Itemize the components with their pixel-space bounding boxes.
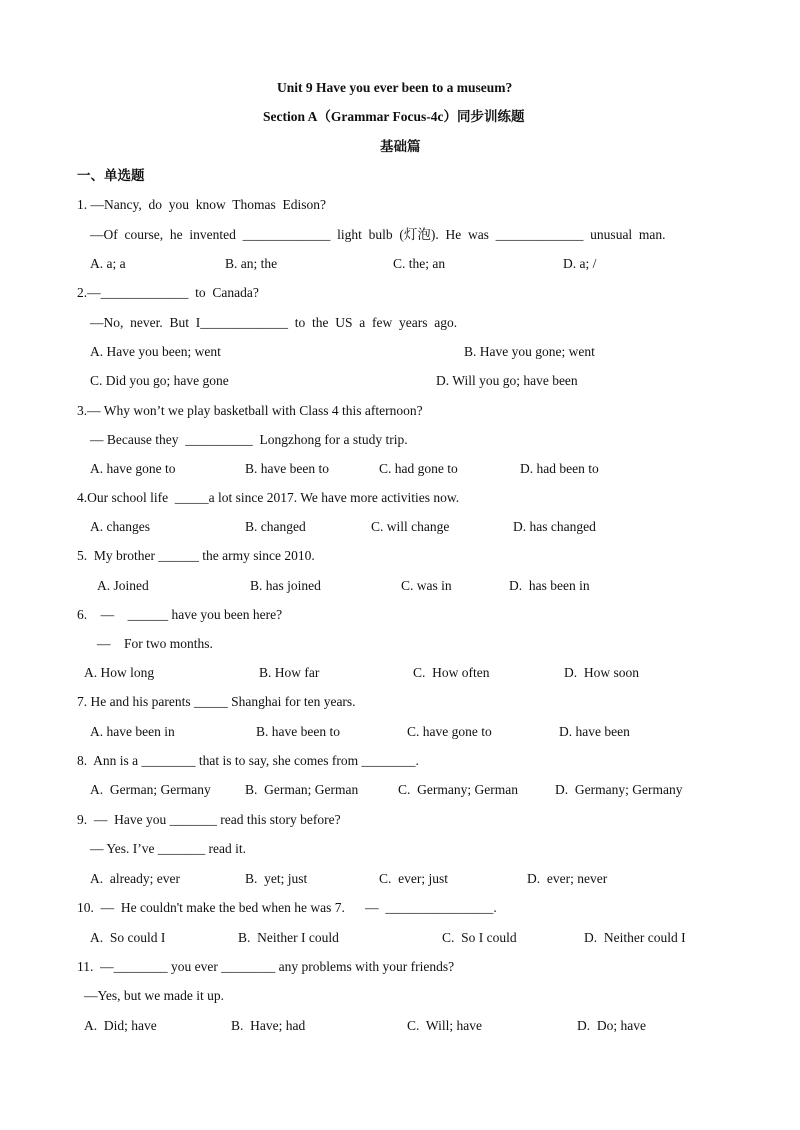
q1-option-a: A. a; a (90, 256, 126, 271)
question-2-text: 2.—_____________ to Canada? (77, 285, 259, 300)
q8-option-b: B. German; German (245, 782, 359, 797)
q8-option-d: D. Germany; Germany (555, 782, 683, 797)
q10-option-b: B. Neither I could (238, 930, 339, 945)
question-3-text-2: — Because they __________ Longzhong for a study trip. (90, 432, 408, 447)
q11-option-a: A. Did; have (84, 1018, 157, 1033)
q9-option-d: D. ever; never (527, 871, 608, 886)
section-heading: 一、单选题 (77, 168, 145, 183)
q7-option-a: A. have been in (90, 724, 175, 739)
q6-option-a: A. How long (84, 665, 155, 680)
q5-option-b: B. has joined (250, 578, 321, 593)
q11-option-b: B. Have; had (231, 1018, 306, 1033)
q6-option-c: C. How often (413, 665, 490, 680)
q4-option-b: B. changed (245, 519, 306, 534)
q5-option-c: C. was in (401, 578, 452, 593)
page-title: Unit 9 Have you ever been to a museum? (277, 80, 513, 95)
q10-option-a: A. So could I (90, 930, 166, 945)
q11-option-d: D. Do; have (577, 1018, 646, 1033)
question-9-text-2: — Yes. I’ve _______ read it. (90, 841, 246, 856)
question-1-text: 1. —Nancy, do you know Thomas Edison? (77, 197, 326, 212)
q1-option-c: C. the; an (393, 256, 446, 271)
page-subtitle: Section A（Grammar Focus-4c）同步训练题 (263, 109, 525, 124)
q8-option-c: C. Germany; German (398, 782, 518, 797)
q6-option-b: B. How far (259, 665, 320, 680)
q5-option-d: D. has been in (509, 578, 590, 593)
q6-option-d: D. How soon (564, 665, 640, 680)
q2-option-d: D. Will you go; have been (436, 373, 578, 388)
q4-option-c: C. will change (371, 519, 450, 534)
q10-option-d: D. Neither could I (584, 930, 686, 945)
q7-option-b: B. have been to (256, 724, 340, 739)
question-11-text-2: —Yes, but we made it up. (84, 988, 224, 1003)
q4-option-d: D. has changed (513, 519, 596, 534)
q9-option-c: C. ever; just (379, 871, 448, 886)
q2-option-c: C. Did you go; have gone (90, 373, 229, 388)
question-11-text: 11. —________ you ever ________ any problems with your friends? (77, 959, 455, 974)
question-4-text: 4.Our school life _____a lot since 2017. We have more activities now. (77, 490, 460, 505)
q2-option-a: A. Have you been; went (90, 344, 221, 359)
question-6-text: 6. — ______ have you been here? (77, 607, 283, 622)
q9-option-a: A. already; ever (90, 871, 180, 886)
q7-option-d: D. have been (559, 724, 630, 739)
question-1-text-2: —Of course, he invented _____________ light bulb (灯泡). He was _____________ unusual man. (90, 227, 666, 242)
question-10-text: 10. — He couldn't make the bed when he was 7. — ________________. (77, 900, 497, 915)
question-9-text: 9. — Have you _______ read this story before? (77, 812, 341, 827)
level-heading: 基础篇 (380, 139, 421, 154)
q3-option-b: B. have been to (245, 461, 329, 476)
q1-option-b: B. an; the (225, 256, 278, 271)
q2-option-b: B. Have you gone; went (464, 344, 595, 359)
q8-option-a: A. German; Germany (90, 782, 211, 797)
question-6-text-2: — For two months. (97, 636, 213, 651)
q4-option-a: A. changes (90, 519, 150, 534)
question-8-text: 8. Ann is a ________ that is to say, she comes from ________. (77, 753, 419, 768)
q1-option-d: D. a; / (563, 256, 597, 271)
question-5-text: 5. My brother ______ the army since 2010. (77, 548, 315, 563)
q9-option-b: B. yet; just (245, 871, 308, 886)
q11-option-c: C. Will; have (407, 1018, 482, 1033)
question-7-text: 7. He and his parents _____ Shanghai for ten years. (77, 694, 356, 709)
q3-option-a: A. have gone to (90, 461, 176, 476)
q5-option-a: A. Joined (97, 578, 149, 593)
q3-option-d: D. had been to (520, 461, 599, 476)
q7-option-c: C. have gone to (407, 724, 492, 739)
q10-option-c: C. So I could (442, 930, 517, 945)
q3-option-c: C. had gone to (379, 461, 458, 476)
question-3-text: 3.— Why won’t we play basketball with Class 4 this afternoon? (77, 403, 423, 418)
question-2-text-2: —No, never. But I_____________ to the US a few years ago. (90, 315, 458, 330)
